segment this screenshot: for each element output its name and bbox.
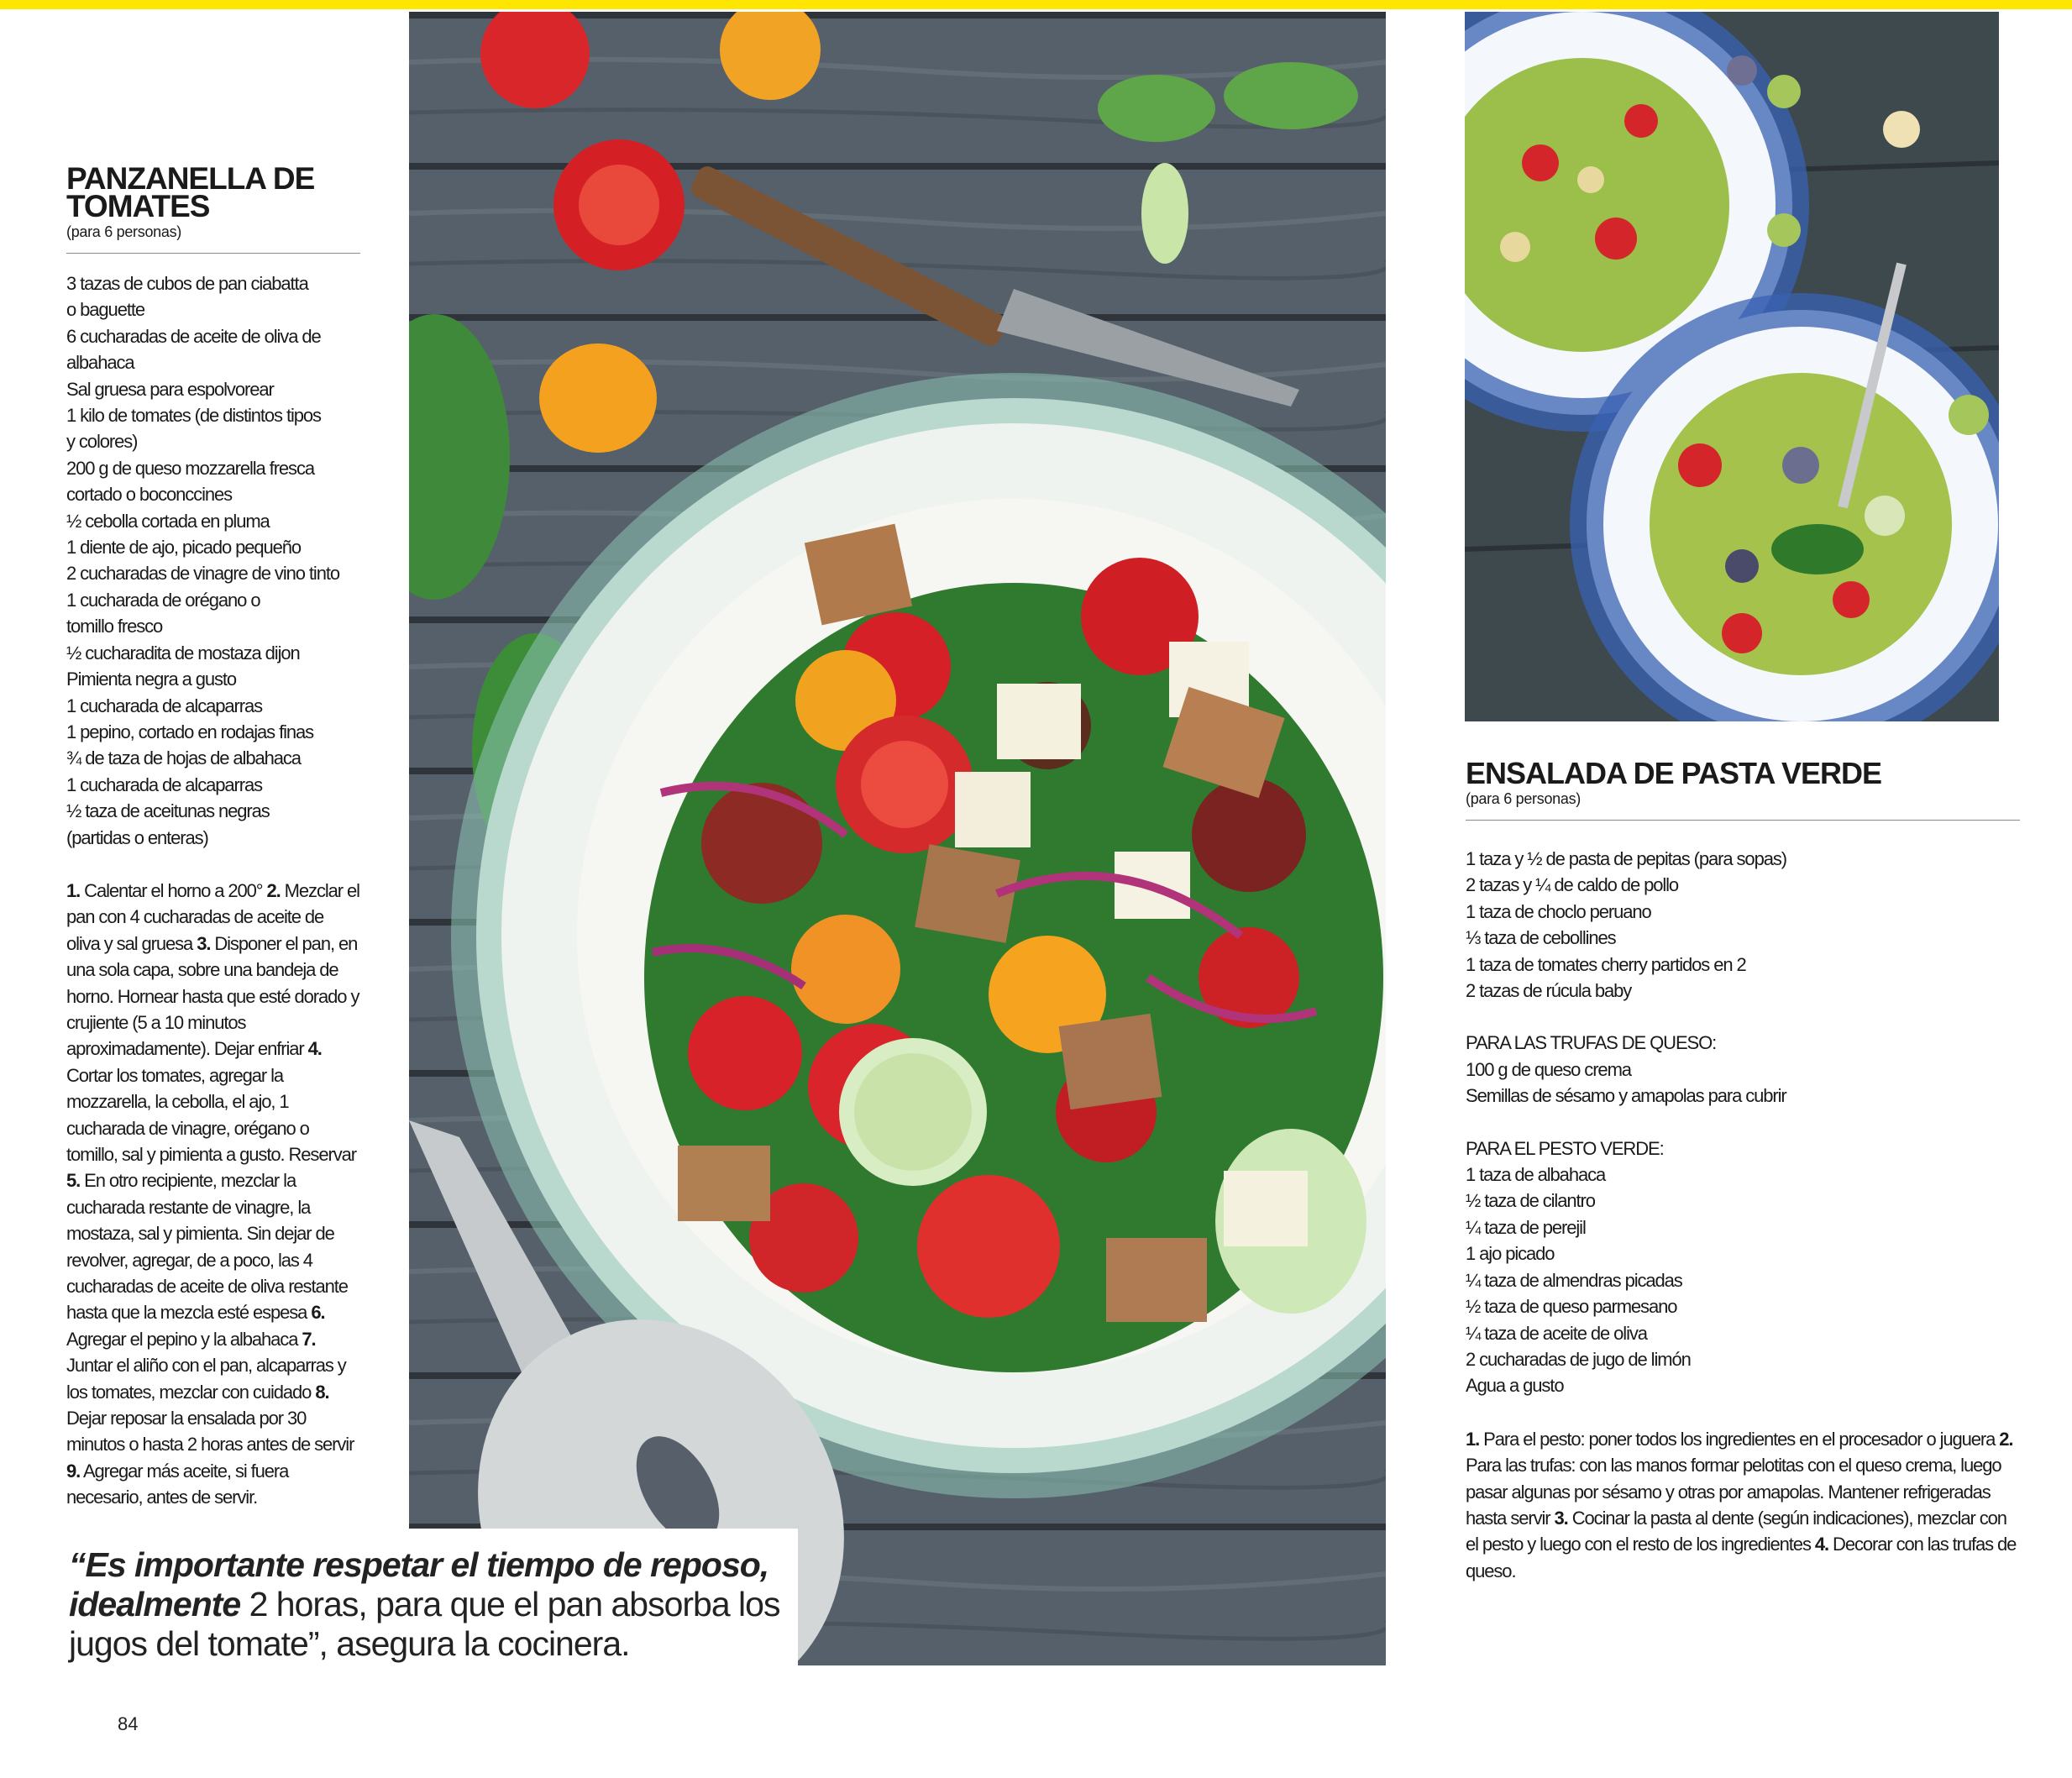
ingredient-item: Agua a gusto	[1466, 1375, 1564, 1397]
pasta-verde-title: ENSALADA DE PASTA VERDE	[1466, 756, 1882, 790]
step-text: Cortar los tomates, agregar la mozzarella, la cebolla, el ajo, 1 cucharada de vinagre, orégano o tomillo, sal y pimienta a gusto. Reservar	[66, 1064, 356, 1165]
panzanella-ingredients-list	[66, 270, 360, 851]
step-number: 2.	[266, 879, 281, 901]
pesto-ingredients-list	[1466, 1162, 2020, 1399]
ingredient-item: (partidas o enteras)	[66, 826, 208, 848]
step-number: 8.	[315, 1381, 329, 1403]
ingredient-item: tomillo fresco	[66, 616, 163, 637]
ingredient-item: 2 tazas y ¼ de caldo de pollo	[1466, 874, 1679, 896]
step-number: 6.	[311, 1302, 325, 1324]
ingredient-item: ¼ taza de aceite de oliva	[1466, 1322, 1647, 1344]
ingredient-item: ½ cebolla cortada en pluma	[66, 510, 270, 532]
ingredient-item: 1 kilo de tomates (de distintos tipos	[66, 405, 321, 427]
step-number: 2.	[1999, 1428, 2013, 1450]
step-number: 1.	[66, 879, 81, 901]
step-text: Calentar el horno a 200°	[80, 879, 267, 901]
pasta-salad-photo-illustration	[1465, 12, 1999, 721]
ingredient-item: 2 tazas de rúcula baby	[1466, 980, 1632, 1002]
ingredient-item: 1 diente de ajo, picado pequeño	[66, 537, 302, 559]
panzanella-serves: (para 6 personas)	[66, 223, 181, 240]
ingredient-item: 1 pepino, cortado en rodajas finas	[66, 721, 314, 742]
step-text: En otro recipiente, mezclar la cucharada restante de vinagre, la mostaza, sal y pimienta. Sin dejar de revolver, agregar, de a poco, las 4 cucharadas de aceite de oliva restante hasta que la mezcla esté espesa	[66, 1170, 348, 1324]
step-number: 7.	[302, 1328, 316, 1350]
panzanella-recipe	[66, 161, 360, 1511]
ingredient-item: 1 taza y ½ de pasta de pepitas (para sopas)	[1466, 848, 1786, 869]
ingredient-item: 200 g de queso mozzarella fresca	[66, 457, 314, 479]
step-number: 4.	[1814, 1534, 1829, 1555]
step-text: Decorar con las trufas de queso.	[1466, 1534, 2017, 1581]
pasta-verde-recipe	[1466, 756, 2020, 1584]
ingredient-item: o baguette	[66, 299, 144, 321]
panzanella-title: PANZANELLA DE TOMATES	[66, 161, 315, 223]
step-text: Para el pesto: poner todos los ingredientes en el procesador o juguera	[1479, 1428, 2000, 1450]
ingredient-item: 100 g de queso crema	[1466, 1058, 1631, 1080]
panzanella-photo-illustration	[409, 12, 1386, 1665]
title-divider	[66, 253, 360, 254]
ingredient-item: ½ taza de aceitunas negras	[66, 800, 270, 822]
step-number: 1.	[1466, 1428, 1480, 1450]
step-number: 9.	[66, 1460, 81, 1482]
ingredient-item: 2 cucharadas de vinagre de vino tinto	[66, 563, 339, 585]
ingredient-item: 1 taza de albahaca	[1466, 1164, 1606, 1186]
quote-emphasis: Es importante respetar el tiempo de reposo, idealmente	[69, 1545, 769, 1623]
pasta-verde-ingredients-list	[1466, 846, 2020, 1004]
truffles-ingredients-list	[1466, 1057, 2020, 1109]
step-text: Dejar reposar la ensalada por 30 minutos o hasta 2 horas antes de servir	[66, 1408, 354, 1455]
ingredient-item: 1 cucharada de alcaparras	[66, 695, 262, 716]
ingredient-item: ¼ taza de almendras picadas	[1466, 1269, 1682, 1291]
pull-quote	[69, 1545, 791, 1664]
ingredient-item: ¼ taza de perejil	[1466, 1216, 1586, 1238]
title-divider	[1466, 820, 2020, 821]
quote-open-mark: “	[69, 1545, 86, 1584]
step-text: Disponer el pan, en una sola capa, sobre una bandeja de horno. Hornear hasta que esté dorado y crujiente (5 a 10 minutos aproximadamente). Dejar enfriar	[66, 932, 359, 1060]
step-number: 3.	[1554, 1507, 1568, 1529]
step-number: 4.	[307, 1038, 322, 1060]
step-text: Juntar el aliño con el pan, alcaparras y los tomates, mezclar con cuidado	[66, 1355, 346, 1403]
ingredient-item: cortado o boconccines	[66, 484, 233, 506]
top-accent-bar	[0, 0, 2072, 9]
ingredient-item: 2 cucharadas de jugo de limón	[1466, 1348, 1691, 1370]
pasta-salad-photo	[1465, 12, 1999, 721]
quote-rest: 2 horas, para que el pan absorba los jugos del tomate”, asegura la cocinera.	[69, 1585, 780, 1663]
ingredient-item: ⅓ taza de cebollines	[1466, 927, 1616, 949]
panzanella-steps	[66, 878, 360, 1511]
page-number: 84	[118, 1713, 139, 1734]
truffles-heading: PARA LAS TRUFAS DE QUESO:	[1466, 1032, 1717, 1054]
ingredient-item: y colores)	[66, 431, 138, 453]
step-text: Agregar más aceite, si fuera necesario, antes de servir.	[66, 1460, 289, 1508]
ingredient-item: ½ cucharadita de mostaza dijon	[66, 642, 300, 663]
step-text: Para las trufas: con las manos formar pelotitas con el queso crema, luego pasar algunas por sésamo y otras por amapolas. Mantener refrigeradas hasta servir	[1466, 1455, 2001, 1529]
pasta-verde-serves: (para 6 personas)	[1466, 790, 1581, 807]
ingredient-item: 6 cucharadas de aceite de oliva de	[66, 325, 321, 347]
ingredient-item: Semillas de sésamo y amapolas para cubrir	[1466, 1085, 1786, 1107]
step-number: 5.	[66, 1170, 81, 1192]
ingredient-item: albahaca	[66, 352, 134, 374]
step-text: Mezclar el pan con 4 cucharadas de aceite de oliva y sal gruesa	[66, 879, 359, 954]
ingredient-item: ½ taza de cilantro	[1466, 1190, 1595, 1212]
pesto-heading: PARA EL PESTO VERDE:	[1466, 1137, 1664, 1159]
step-text: Cocinar la pasta al dente (según indicaciones), mezclar con el pesto y luego con el resto de los ingredientes	[1466, 1507, 2006, 1555]
ingredient-item: 1 cucharada de orégano o	[66, 589, 260, 611]
step-number: 3.	[197, 932, 211, 954]
ingredient-item: 1 taza de choclo peruano	[1466, 900, 1651, 922]
ingredient-item: Pimienta negra a gusto	[66, 669, 237, 690]
ingredient-item: 3 tazas de cubos de pan ciabatta	[66, 273, 308, 294]
ingredient-item: 1 ajo picado	[1466, 1243, 1555, 1265]
step-text: Agregar el pepino y la albahaca	[66, 1328, 302, 1350]
ingredient-item: 1 cucharada de alcaparras	[66, 774, 262, 795]
ingredient-item: ¾ de taza de hojas de albahaca	[66, 747, 301, 769]
pasta-verde-steps	[1466, 1426, 2020, 1584]
ingredient-item: ½ taza de queso parmesano	[1466, 1296, 1677, 1318]
panzanella-photo	[409, 12, 1386, 1665]
ingredient-item: Sal gruesa para espolvorear	[66, 378, 274, 400]
ingredient-item: 1 taza de tomates cherry partidos en 2	[1466, 953, 1746, 975]
